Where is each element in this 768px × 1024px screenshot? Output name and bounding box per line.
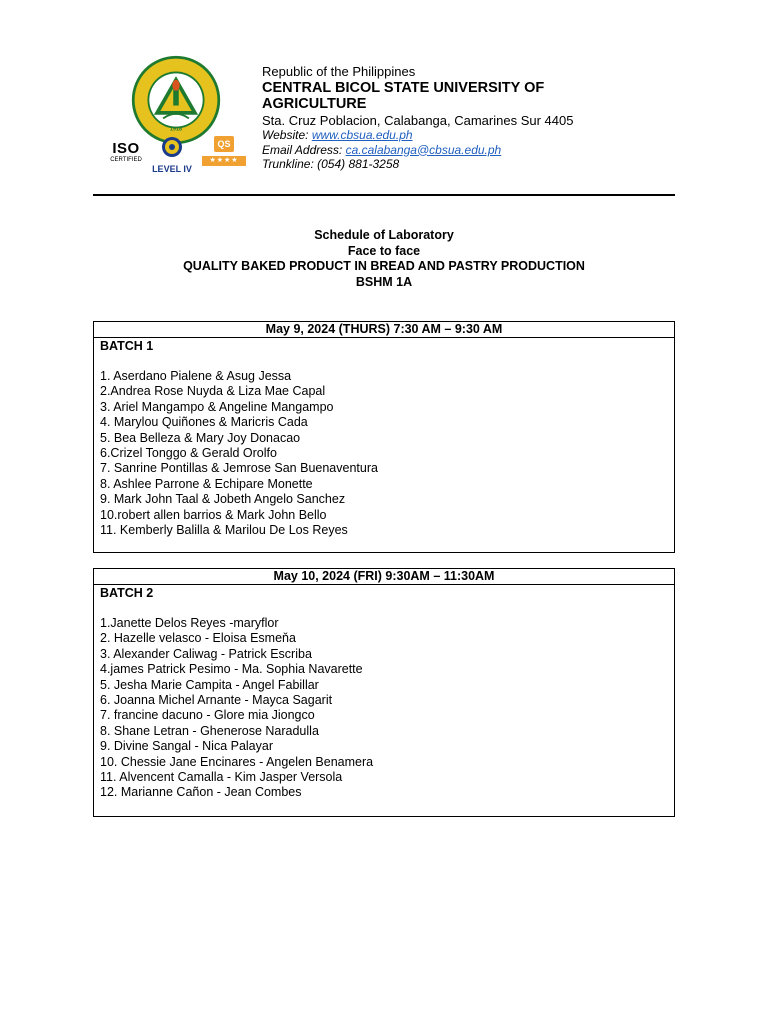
qs-stars-badge [202,136,246,166]
website-label: Website: [262,128,312,142]
batch-1-schedule: May 9, 2024 (THURS) 7:30 AM – 9:30 AM [94,322,674,338]
list-item: 2.Andrea Rose Nuyda & Liza Mae Capal [100,384,326,399]
iso-label: ISO [112,140,140,157]
letterhead [100,50,680,180]
list-item: 1.Janette Delos Reyes -maryflor [100,616,279,630]
republic-line: Republic of the Philippines [262,64,416,79]
svg-text:1918: 1918 [169,126,183,133]
batch-1-table [93,321,675,553]
list-item: 9. Mark John Taal & Jobeth Angelo Sanchez [100,492,346,507]
list-item: 11. Alvencent Camalla - Kim Jasper Versola [100,769,343,784]
document-title-block [93,228,675,291]
batch-1-members [100,369,674,538]
list-item: 4. Marylou Quiñones & Maricris Cada [100,415,308,430]
list-item: 10. Chessie Jane Encinares - Angelen Benamera [100,754,374,769]
header-divider [93,194,675,196]
list-item: 2. Hazelle velasco - Eloisa Esmeňa [100,631,296,646]
email-link[interactable]: ca.calabanga@cbsua.edu.ph [345,142,502,157]
title-line-2: Face to face [347,243,421,258]
website-link[interactable]: www.cbsua.edu.ph [311,128,413,142]
list-item: 6.Crizel Tonggo & Gerald Orolfo [100,445,277,460]
qs-label: QS [214,136,234,152]
email-line [262,143,682,158]
qs-stars-rating: ★★★★ [202,156,246,166]
letterhead-text [262,64,682,172]
iso-certified-badge [106,136,146,163]
list-item: 12. Marianne Cañon - Jean Combes [100,785,302,800]
list-item: 3. Ariel Mangampo & Angeline Mangampo [100,399,334,414]
list-item: 3. Alexander Caliwag - Patrick Escriba [100,646,312,661]
list-item: 5. Bea Belleza & Mary Joy Donacao [100,430,301,445]
website-line [262,128,682,143]
level-iv-badge [152,136,192,174]
list-item: 8. Shane Letran - Ghenerose Naradulla [100,723,319,738]
batch-2-title: BATCH 2 [100,586,154,600]
list-item: 1. Aserdano Pialene & Asug Jessa [100,369,292,383]
title-line-1: Schedule of Laboratory [314,228,454,242]
university-seal-logo [130,54,222,146]
email-label: Email Address: [262,142,346,157]
list-item: 11. Kemberly Balilla & Marilou De Los Reyes [100,522,348,537]
batch-1-title: BATCH 1 [100,339,154,353]
list-item: 4.james Patrick Pesimo - Ma. Sophia Navarette [100,662,363,677]
university-address: Sta. Cruz Poblacion, Calabanga, Camarines Sur 4405 [262,112,574,128]
list-item: 9. Divine Sangal - Nica Palayar [100,739,273,754]
list-item: 8. Ashlee Parrone & Echipare Monette [100,476,313,491]
university-name-line1: CENTRAL BICOL STATE UNIVERSITY OF [262,79,545,96]
accreditation-seal-icon [161,136,183,158]
title-line-4: BSHM 1A [355,275,413,290]
trunkline: Trunkline: (054) 881-3258 [262,157,400,171]
batch-2-table [93,568,675,817]
list-item: 5. Jesha Marie Campita - Angel Fabillar [100,677,319,692]
title-line-3: QUALITY BAKED PRODUCT IN BREAD AND PASTRY PRODUCTION [183,259,585,274]
level-label: LEVEL IV [152,164,192,174]
university-name-line2: AGRICULTURE [262,96,367,112]
batch-2-members [100,616,674,801]
accreditation-badges [106,136,256,176]
list-item: 7. francine dacuno - Glore mia Jiongco [100,708,315,723]
iso-sub-label: CERTIFIED [110,157,142,163]
list-item: 6. Joanna Michel Arnante - Mayca Sagarit [100,692,333,707]
list-item: 7. Sanrine Pontillas & Jemrose San Buenaventura [100,461,378,476]
batch-2-schedule: May 10, 2024 (FRI) 9:30AM – 11:30AM [94,569,674,585]
list-item: 10.robert allen barrios & Mark John Bello [100,507,327,522]
